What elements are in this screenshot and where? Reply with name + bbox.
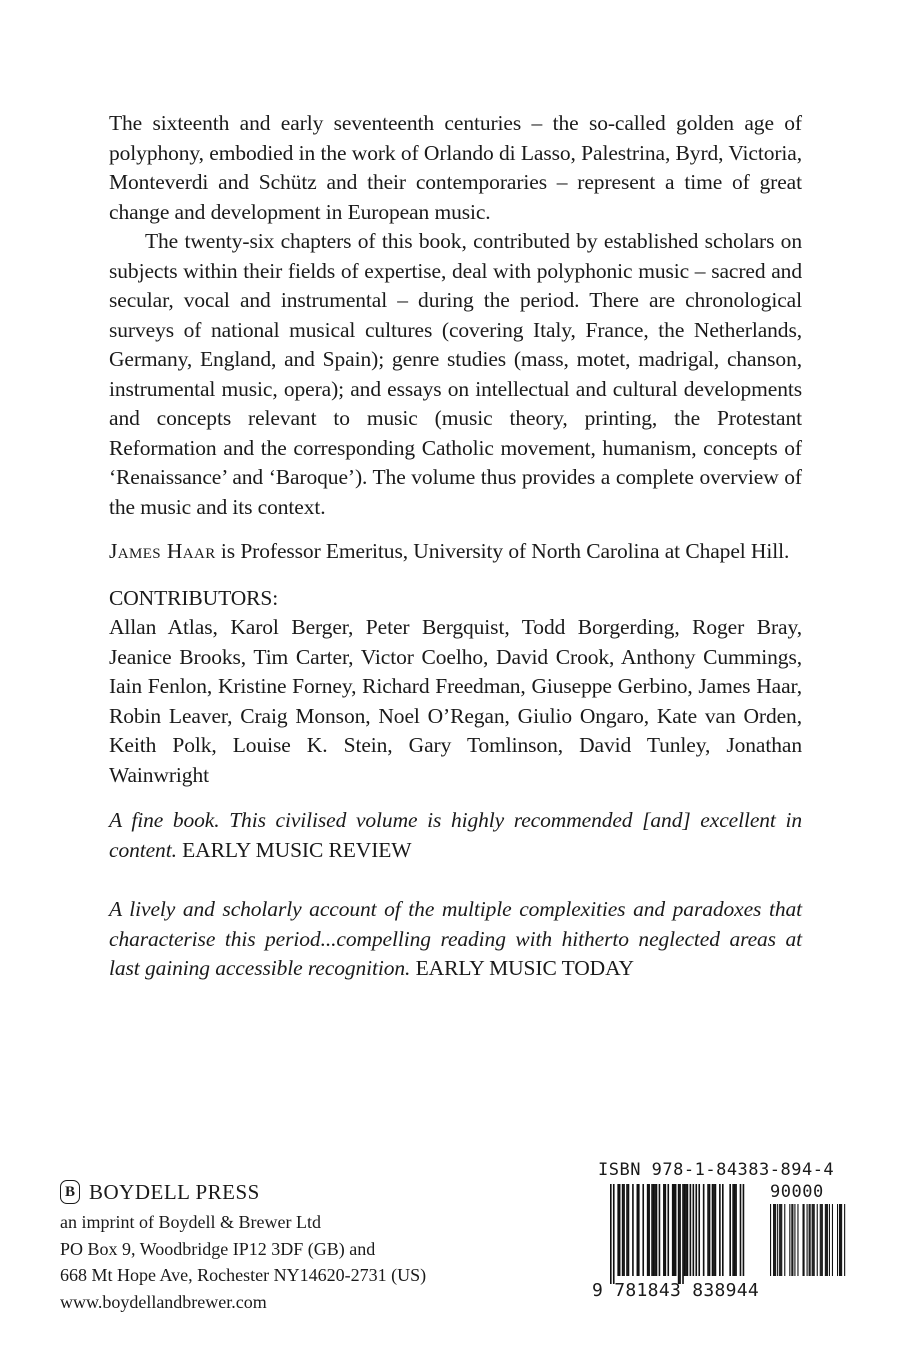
editor-bio-text: is Professor Emeritus, University of North Carolina at Chapel Hill. <box>215 539 790 563</box>
review-quote-text: A lively and scholarly account of the multiple complexities and paradoxes that characterise this period...compelling reading with hitherto neglected areas at last gaining accessible recognition. <box>109 897 802 980</box>
ean-digits: 9 781843 838944 <box>592 1280 760 1301</box>
intro-paragraph: The sixteenth and early seventeenth centuries – the so-called golden age of polyphony, embodied in the work of Orlando di Lasso, Palestrina, Byrd, Victoria, Monteverdi and Schütz and their contemporaries – represent a time of great change and development in European music. <box>109 111 802 224</box>
editor-bio <box>109 537 802 567</box>
publisher-website[interactable]: www.boydellandbrewer.com <box>60 1291 267 1312</box>
editor-name: James Haar <box>109 539 216 563</box>
review-quote <box>109 806 802 865</box>
review-quote-text: A fine book. This civilised volume is highly recommended [and] excellent in content. <box>109 808 802 862</box>
barcode-bars-icon <box>610 1184 846 1284</box>
contributors-heading: CONTRIBUTORS: <box>109 585 279 610</box>
chapters-paragraph: The twenty-six chapters of this book, contributed by established scholars on subjects within their fields of expertise, deal with polyphonic music – sacred and secular, vocal and instrumental – during the period. There are chronological surveys of national musical cultures (covering Italy, France, the Netherlands, Germany, England, and Spain); genre studies (mass, motet, madrigal, chanson, instrumental music, opera); and essays on intellectual and cultural developments and concepts relevant to music (music theory, printing, the Protestant Reformation and the corresponding Catholic movement, humanism, concepts of ‘Renaissance’ and ‘Baroque’). The volume thus provides a complete overview of the music and its context. <box>109 229 802 519</box>
review-source: EARLY MUSIC REVIEW <box>182 837 412 862</box>
review-quote <box>109 895 802 984</box>
isbn-text: ISBN 978-1-84383-894-4 <box>598 1160 835 1180</box>
publisher-name-row <box>60 1178 540 1206</box>
publisher-name: BOYDELL PRESS <box>89 1179 260 1204</box>
boydell-logo-icon: B <box>60 1180 80 1204</box>
contributors-list: Allan Atlas, Karol Berger, Peter Bergquist, Todd Borgerding, Roger Bray, Jeanice Brooks, Tim Carter, Victor Coelho, David Crook, Anthony Cummings, Iain Fenlon, Kristine Forney, Richard Freedman, Giuseppe Gerbino, James Haar, Robin Leaver, Craig Monson, Noel O’Regan, Giulio Ongaro, Kate van Orden, Keith Polk, Louise K. Stein, Gary Tomlinson, David Tunley, Jonathan Wainwright <box>109 615 802 787</box>
publisher-block <box>60 1178 540 1315</box>
publisher-imprint: an imprint of Boydell & Brewer Ltd <box>60 1212 321 1232</box>
back-cover-text <box>109 109 802 984</box>
publisher-address-us: 668 Mt Hope Ave, Rochester NY14620-2731 (US) <box>60 1265 427 1285</box>
publisher-address-gb: PO Box 9, Woodbridge IP12 3DF (GB) and <box>60 1238 376 1259</box>
price-code: 90000 <box>770 1182 824 1202</box>
review-source: EARLY MUSIC TODAY <box>415 956 634 980</box>
isbn-barcode <box>592 1160 848 1312</box>
